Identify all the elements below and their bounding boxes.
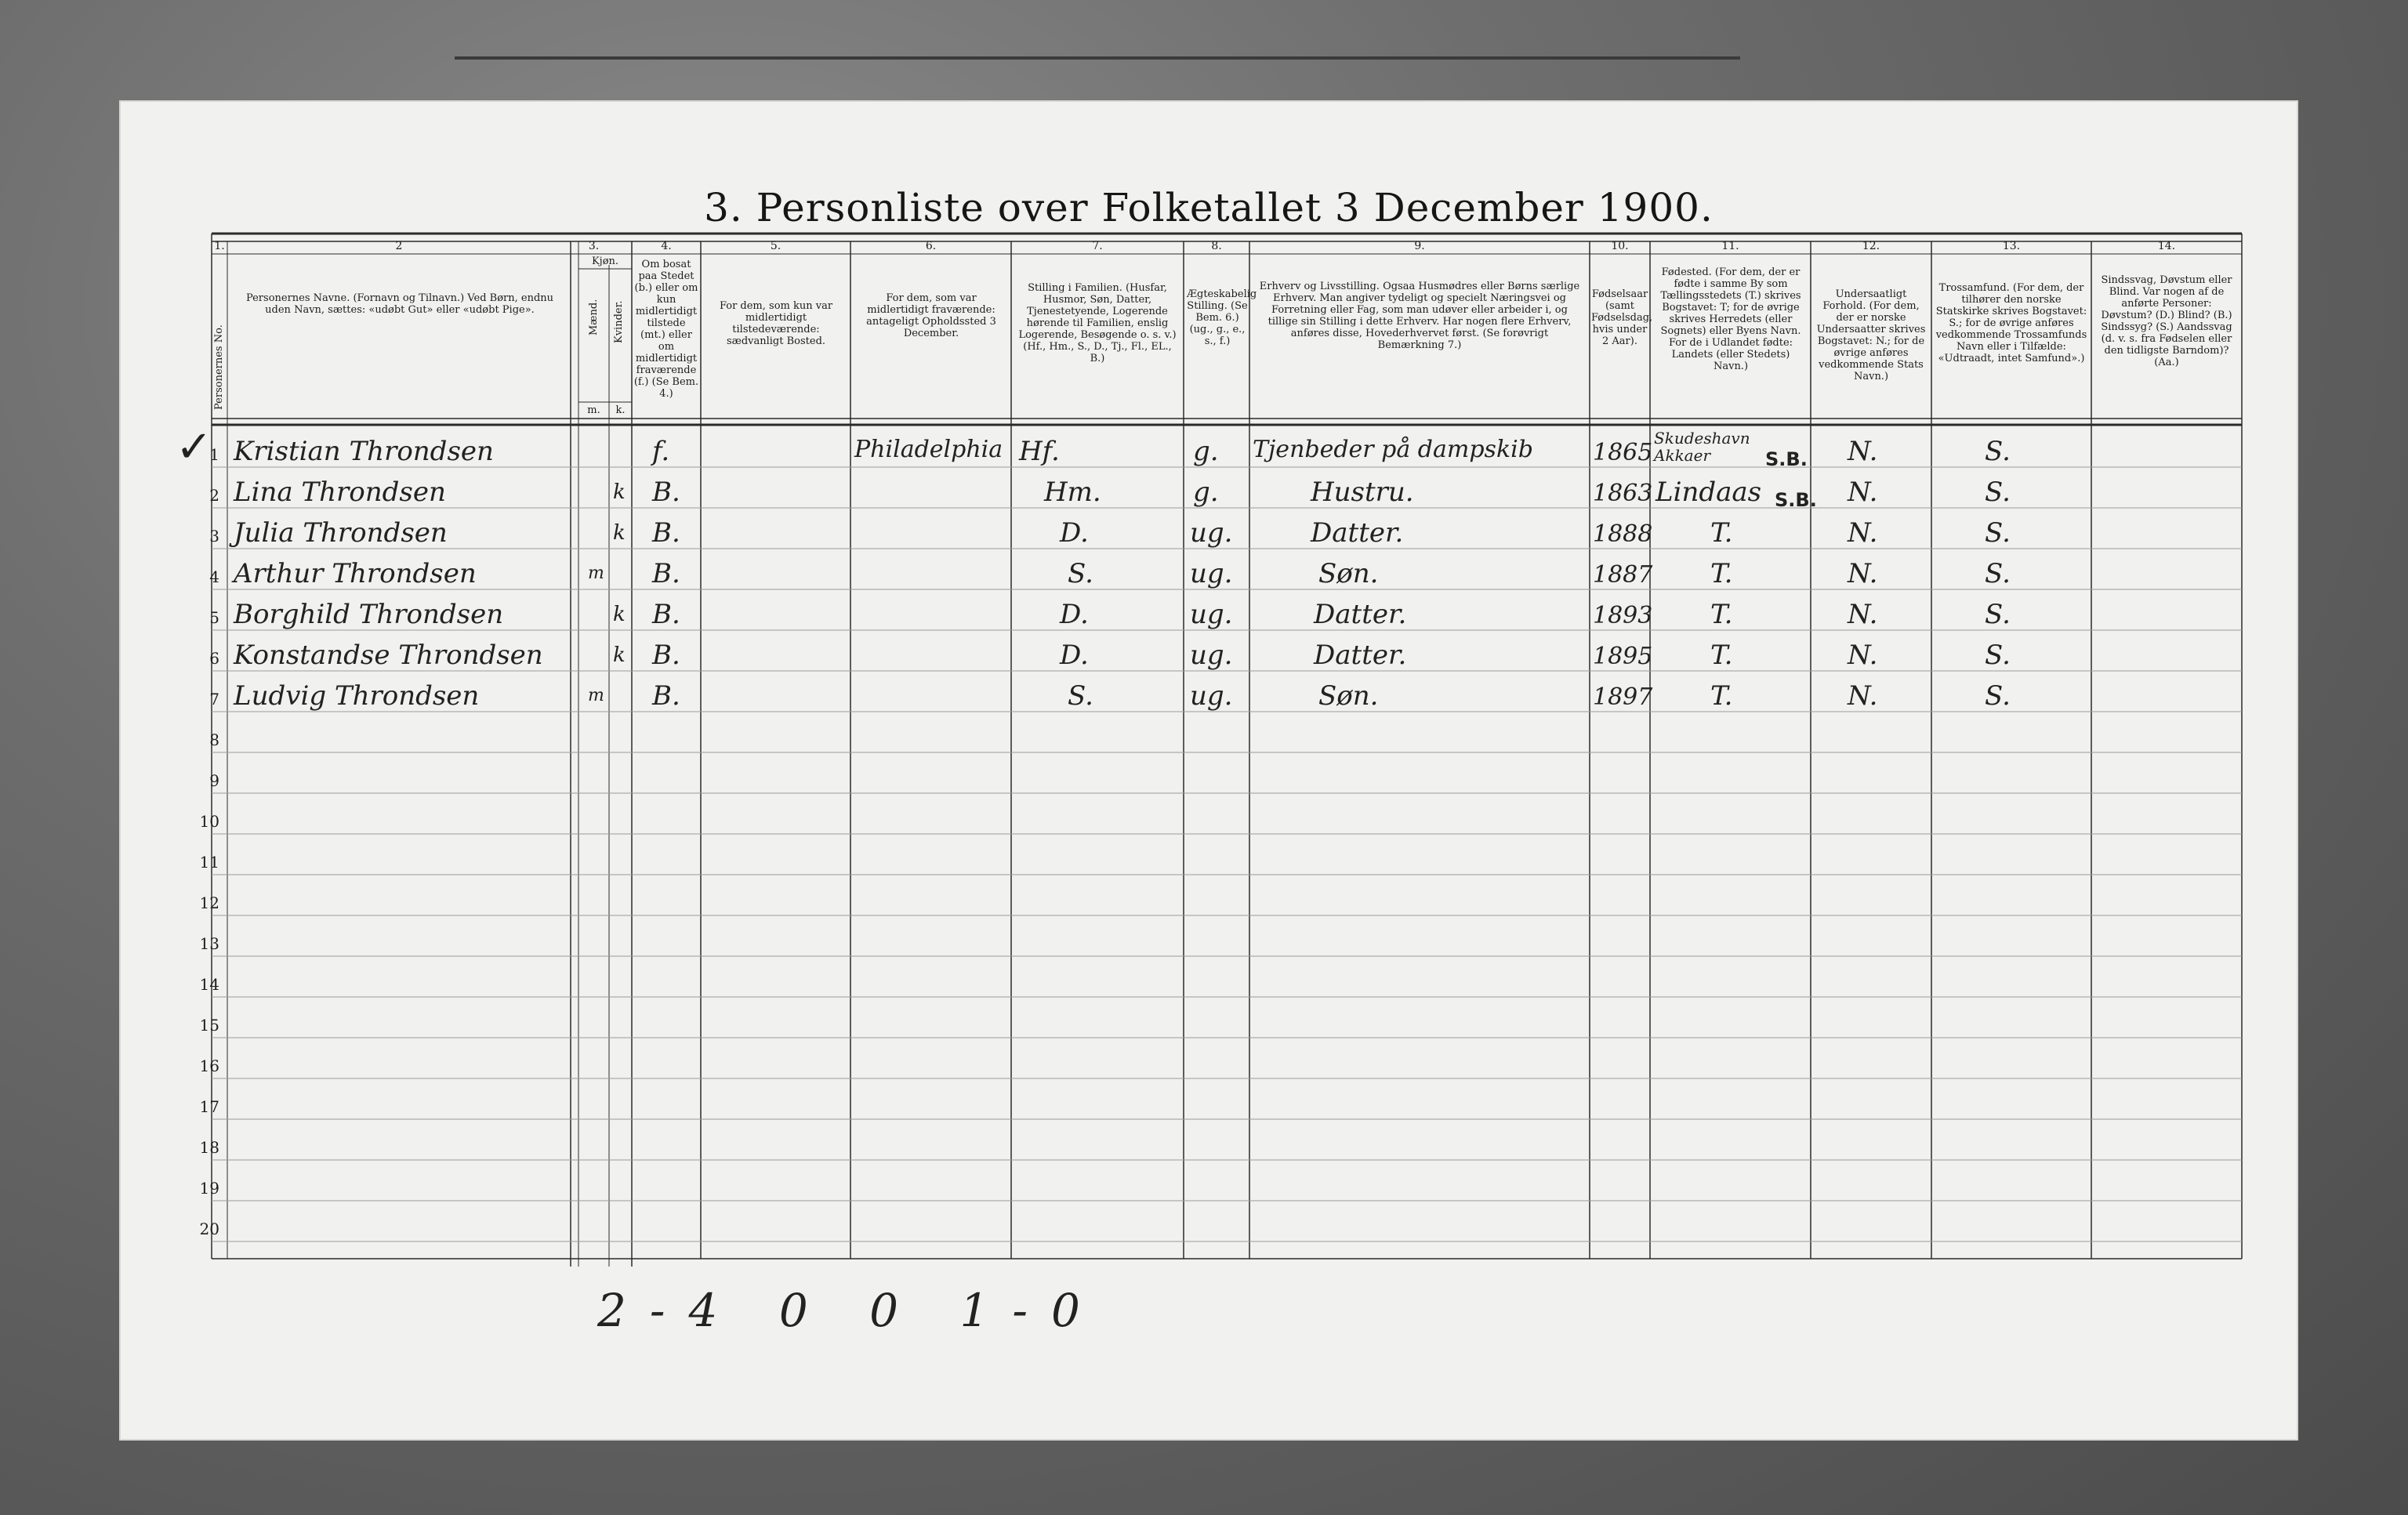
row-number: 8 bbox=[209, 730, 219, 749]
col-number-12: 12. bbox=[1862, 240, 1880, 252]
entry-religion: S. bbox=[1985, 599, 2011, 630]
entry-birthplace: T. bbox=[1710, 680, 1733, 712]
row-number: 10 bbox=[199, 812, 219, 831]
entry-residence: f. bbox=[652, 436, 670, 467]
entry-birthplace-mark: S.B. bbox=[1775, 489, 1817, 511]
entry-birthplace: Skudeshavn Akkaer bbox=[1654, 429, 1750, 465]
handwritten-totals: 2-4 0 0 1-0 bbox=[597, 1284, 1104, 1337]
row-number: 6 bbox=[209, 649, 219, 668]
entry-birthplace: T. bbox=[1710, 558, 1733, 589]
entry-birthplace: T. bbox=[1710, 517, 1733, 549]
header-names: Personernes Navne. (Fornavn og Tilnavn.) Ved Børn, endnu uden Navn, sættes: «udøbt Gut» eller «udøbt Pige». bbox=[245, 292, 554, 316]
row-number: 3 bbox=[209, 527, 219, 545]
entry-birth-year: 1865 bbox=[1593, 439, 1653, 466]
header-person-no: Personernes No. bbox=[213, 324, 225, 410]
col-number-10: 10. bbox=[1611, 240, 1629, 252]
entry-birth-year: 1863 bbox=[1593, 480, 1653, 507]
row-number: 15 bbox=[199, 1016, 219, 1035]
row-number: 14 bbox=[199, 975, 219, 994]
entry-occupation: Datter. bbox=[1314, 599, 1407, 630]
census-form-sheet bbox=[119, 100, 2298, 1441]
check-mark-icon: ✓ bbox=[176, 422, 212, 473]
entry-occupation: Søn. bbox=[1318, 558, 1379, 589]
entry-sex-female: k bbox=[613, 480, 626, 504]
col-number-13: 13. bbox=[2002, 240, 2021, 252]
entry-residence: B. bbox=[652, 640, 680, 671]
entry-religion: S. bbox=[1985, 680, 2011, 712]
entry-family-position: S. bbox=[1068, 680, 1093, 712]
entry-name: Arthur Throndsen bbox=[234, 558, 477, 589]
col-number-6: 6. bbox=[925, 240, 937, 252]
entry-occupation: Hustru. bbox=[1311, 477, 1414, 508]
col-number-9: 9. bbox=[1414, 240, 1425, 252]
col-number-1: 1. bbox=[214, 240, 225, 252]
entry-name: Borghild Throndsen bbox=[234, 599, 504, 630]
entry-citizenship: N. bbox=[1848, 640, 1878, 671]
header-birthplace: Fødested. (For dem, der er fødte i samme By som Tællingsstedets (T.) skrives Bogstavet: T; for de øvrige skrives Herredets (eller Sognets) eller Byens Navn. For de i Udlandet fødte: Landets (eller Stedets) Navn.) bbox=[1660, 266, 1801, 372]
row-number: 12 bbox=[199, 893, 219, 912]
header-sex-m-abbr: m. bbox=[587, 404, 600, 416]
row-number: 2 bbox=[209, 486, 219, 505]
form-title: 3. Personliste over Folketallet 3 December 1900. bbox=[704, 185, 1714, 230]
entry-citizenship: N. bbox=[1848, 558, 1878, 589]
row-number: 7 bbox=[209, 690, 219, 709]
entry-sex-female: k bbox=[613, 521, 626, 545]
header-usual-residence: For dem, som kun var midlertidigt tilstedeværende: sædvanligt Bosted. bbox=[719, 300, 833, 347]
entry-citizenship: N. bbox=[1848, 517, 1878, 549]
entry-name: Julia Throndsen bbox=[234, 517, 448, 549]
entry-sex-male: m bbox=[588, 686, 604, 705]
entry-religion: S. bbox=[1985, 640, 2011, 671]
header-residence: Om bosat paa Stedet (b.) eller om kun midlertidigt tilstede (mt.) eller om midlertidigt fraværende (f.) (Se Bem. 4.) bbox=[633, 259, 699, 400]
entry-birthplace: T. bbox=[1710, 599, 1733, 630]
entry-sex-female: k bbox=[613, 603, 626, 626]
row-number: 1 bbox=[209, 445, 219, 464]
entry-birth-year: 1888 bbox=[1593, 520, 1653, 548]
row-number: 17 bbox=[199, 1097, 219, 1116]
row-number: 13 bbox=[199, 934, 219, 953]
col-number-5: 5. bbox=[770, 240, 782, 252]
entry-residence: B. bbox=[652, 680, 680, 712]
entry-birthplace: Lindaas bbox=[1656, 477, 1762, 508]
entry-citizenship: N. bbox=[1848, 680, 1878, 712]
entry-sex-female: k bbox=[613, 643, 626, 667]
entry-family-position: D. bbox=[1060, 599, 1089, 630]
header-sex-female: Kvinder. bbox=[613, 300, 625, 343]
entry-marital-status: g. bbox=[1193, 477, 1219, 508]
header-family-position: Stilling i Familien. (Husfar, Husmor, Søn, Datter, Tjenestetyende, Logerende hørende til Familien, enslig Logerende, Besøgende o. s. v.) (Hf., Hm., S., D., Tj., Fl., EL., B.) bbox=[1018, 282, 1177, 364]
row-number: 5 bbox=[209, 608, 219, 627]
entry-residence: B. bbox=[652, 517, 680, 549]
header-religion: Trossamfund. (For dem, der tilhører den norske Statskirke skrives Bogstavet: S.; for de øvrige anføres vedkommende Trossamfunds Navn eller i Tilfælde: «Udtraadt, intet Samfund».) bbox=[1935, 282, 2087, 364]
entry-family-position: D. bbox=[1060, 517, 1089, 549]
entry-occupation: Tjenbeder på dampskib bbox=[1253, 436, 1533, 463]
entry-residence: B. bbox=[652, 558, 680, 589]
entry-marital-status: ug. bbox=[1190, 640, 1233, 671]
entry-citizenship: N. bbox=[1848, 436, 1878, 467]
entry-birth-year: 1897 bbox=[1593, 683, 1653, 711]
entry-birthplace-mark: S.B. bbox=[1765, 448, 1808, 470]
header-disability: Sindssvag, Døvstum eller Blind. Var nogen af de anførte Personer: Døvstum? (D.) Blind? (B.) Sindssyg? (S.) Aandssvag (d. v. s. fra Fødselen eller den tidligste Barndom)? (Aa.) bbox=[2101, 274, 2232, 368]
entry-family-position: Hm. bbox=[1044, 477, 1101, 508]
row-number: 4 bbox=[209, 567, 219, 586]
entry-religion: S. bbox=[1985, 517, 2011, 549]
entry-birthplace: T. bbox=[1710, 640, 1733, 671]
col-number-4: 4. bbox=[661, 240, 672, 252]
entry-residence: B. bbox=[652, 599, 680, 630]
entry-occupation: Datter. bbox=[1311, 517, 1404, 549]
entry-marital-status: ug. bbox=[1190, 599, 1233, 630]
col-number-2: 2 bbox=[395, 240, 403, 252]
entry-citizenship: N. bbox=[1848, 477, 1878, 508]
entry-marital-status: ug. bbox=[1190, 680, 1233, 712]
entry-family-position: S. bbox=[1068, 558, 1093, 589]
row-number: 20 bbox=[199, 1220, 219, 1238]
entry-birth-year: 1893 bbox=[1593, 602, 1653, 629]
row-number: 18 bbox=[199, 1138, 219, 1157]
header-birth-year: Fødselsaar (samt Fødselsdag, hvis under 2 Aar). bbox=[1591, 288, 1653, 347]
entry-name: Ludvig Throndsen bbox=[234, 680, 480, 712]
entry-residence: B. bbox=[652, 477, 680, 508]
header-temporary-location: For dem, som var midlertidigt fraværende: antageligt Opholdssted 3 December. bbox=[866, 292, 996, 339]
header-sex-male: Mænd. bbox=[588, 299, 600, 335]
entry-family-position: D. bbox=[1060, 640, 1089, 671]
col-number-14: 14. bbox=[2157, 240, 2176, 252]
entry-citizenship: N. bbox=[1848, 599, 1878, 630]
col-number-3: 3. bbox=[588, 240, 600, 252]
row-number: 16 bbox=[199, 1057, 219, 1075]
page-edge-rule bbox=[455, 56, 1740, 60]
entry-religion: S. bbox=[1985, 436, 2011, 467]
header-citizenship: Undersaatligt Forhold. (For dem, der er norske Undersaatter skrives Bogstavet: N.; for de øvrige anføres vedkommende Stats Navn.) bbox=[1816, 288, 1926, 382]
row-number: 11 bbox=[199, 853, 219, 872]
entry-religion: S. bbox=[1985, 558, 2011, 589]
entry-temp-location: Philadelphia bbox=[854, 436, 1003, 463]
entry-name: Konstandse Throndsen bbox=[234, 640, 543, 671]
entry-occupation: Søn. bbox=[1318, 680, 1379, 712]
entry-marital-status: ug. bbox=[1190, 558, 1233, 589]
entry-marital-status: g. bbox=[1193, 436, 1219, 467]
col-number-11: 11. bbox=[1721, 240, 1739, 252]
entry-birth-year: 1895 bbox=[1593, 643, 1653, 670]
col-number-8: 8. bbox=[1211, 240, 1222, 252]
entry-birth-year: 1887 bbox=[1593, 561, 1653, 589]
entry-sex-male: m bbox=[588, 564, 604, 583]
entry-religion: S. bbox=[1985, 477, 2011, 508]
entry-name: Kristian Throndsen bbox=[234, 436, 494, 467]
header-sex: Kjøn. bbox=[591, 256, 619, 267]
header-marital-status: Ægteskabelig Stilling. (Se Bem. 6.) (ug., g., e., s., f.) bbox=[1187, 288, 1257, 347]
header-occupation: Erhverv og Livsstilling. Ogsaa Husmødres eller Børns særlige Erhverv. Man angiver tydeligt og specielt Næringsvei og Forretning eller Fag, som man udøver eller arbeider i, og tillige sin Stilling i dette Erhverv. Har nogen flere Erhverv, anføres disse, Hovederhvervet først. (Se forøvrigt Bemærkning 7.) bbox=[1259, 281, 1580, 351]
entry-family-position: Hf. bbox=[1019, 436, 1060, 467]
col-number-7: 7. bbox=[1092, 240, 1103, 252]
entry-marital-status: ug. bbox=[1190, 517, 1233, 549]
header-sex-k-abbr: k. bbox=[615, 404, 626, 416]
row-number: 9 bbox=[209, 771, 219, 790]
entry-name: Lina Throndsen bbox=[234, 477, 446, 508]
entry-occupation: Datter. bbox=[1314, 640, 1407, 671]
row-number: 19 bbox=[199, 1179, 219, 1198]
